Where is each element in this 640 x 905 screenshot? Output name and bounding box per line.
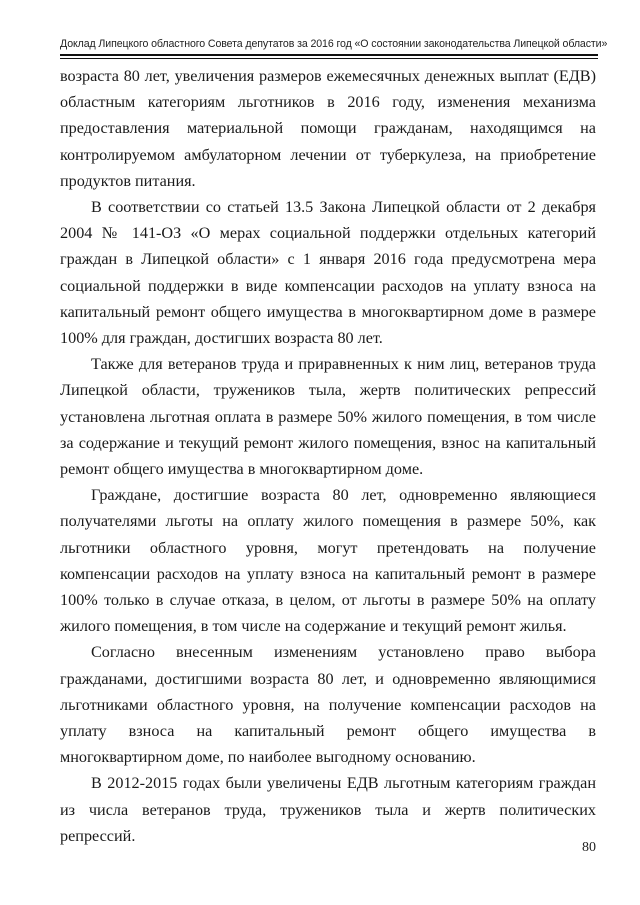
header-rule-thick <box>60 54 598 56</box>
running-header: Доклад Липецкого областного Совета депутатов за 2016 год «О состоянии законодательства Липецкой области» <box>60 38 608 50</box>
header-rule-thin <box>60 58 598 59</box>
paragraph-continuation: возраста 80 лет, увеличения размеров ежемесячных денежных выплат (ЕДВ) областным категориям льготников в 2016 году, изменения механизма предоставления материальной помощи гражданам, находящимся на контролируемом амбулаторном лечении от туберкулеза, на приобретение продуктов питания. <box>60 67 596 190</box>
paragraph: Граждане, достигшие возраста 80 лет, одновременно являющиеся получателями льготы на оплату жилого помещения в размере 50%, как льготники областного уровня, могут претендовать на получение компенсации расходов на уплату взноса на капитальный ремонт в размере 100% только в случае отказа, в целом, от льготы в размере 50% на оплату жилого помещения, в том числе на содержание и текущий ремонт жилья. <box>60 486 596 636</box>
document-body <box>60 63 596 849</box>
paragraph: Также для ветеранов труда и приравненных к ним лиц, ветеранов труда Липецкой области, тружеников тыла, жертв политических репрессий установлена льготная оплата в размере 50% жилого помещения, в том числе за содержание и текущий ремонт жилого помещения, взнос на капитальный ремонт общего имущества в многоквартирном доме. <box>60 355 596 479</box>
paragraph: Согласно внесенным изменениям установлено право выбора гражданами, достигшими возраста 80 лет, и одновременно являющимися льготниками областного уровня, на получение компенсации расходов на уплату взноса на капитальный ремонт общего имущества в многоквартирном доме, по наиболее выгодному основанию. <box>60 643 596 767</box>
paragraph: В соответствии со статьей 13.5 Закона Липецкой области от 2 декабря 2004 № 141-ОЗ «О мерах социальной поддержки отдельных категорий граждан в Липецкой области» с 1 января 2016 года предусмотрена мера социальной поддержки в виде компенсации расходов на уплату взноса на капитальный ремонт общего имущества в многоквартирном доме в размере 100% для граждан, достигших возраста 80 лет. <box>60 198 596 348</box>
paragraph: В 2012-2015 годах были увеличены ЕДВ льготным категориям граждан из числа ветеранов труда, тружеников тыла и жертв политических репрессий. <box>60 774 596 845</box>
page-number: 80 <box>582 840 596 855</box>
